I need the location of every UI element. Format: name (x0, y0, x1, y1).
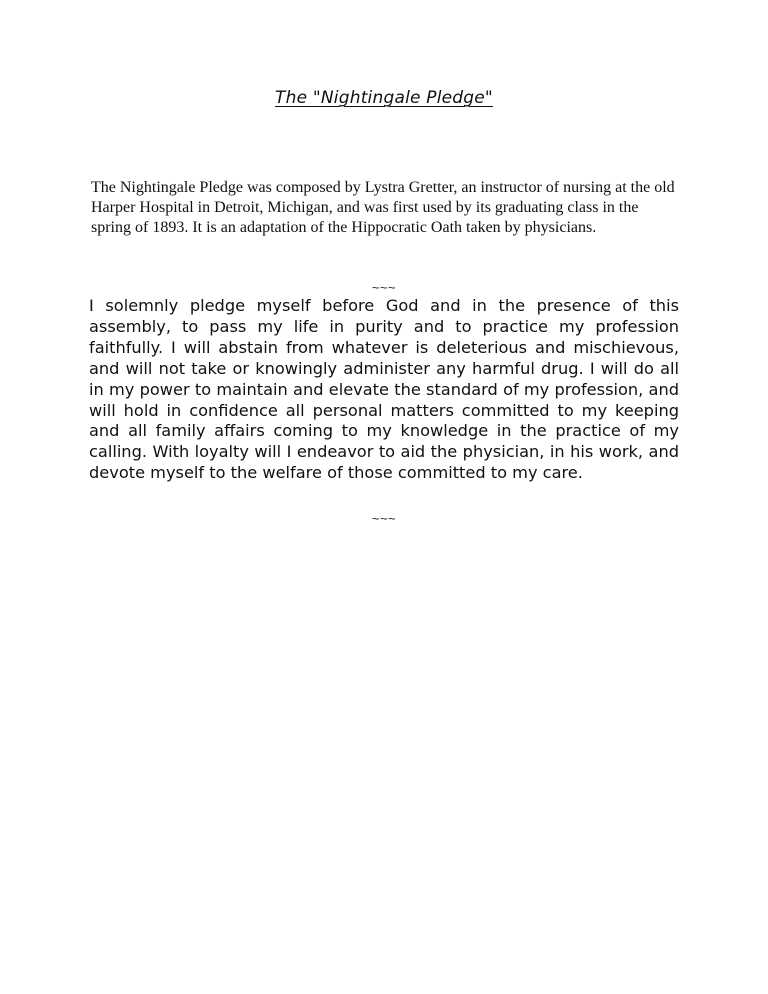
separator-top: ~~~ (371, 280, 397, 295)
intro-paragraph: The Nightingale Pledge was composed by Lystra Gretter, an instructor of nursing at the old Harper Hospital in Detroit, Michigan, and was first used by its graduating class in the spring of 1893. It is an adaptation of the Hippocratic Oath taken by physicians. (91, 179, 675, 236)
document-title (0, 88, 768, 108)
pledge-paragraph: I solemnly pledge myself before God and in the presence of this assembly, to pass my life in purity and to practice my profession faithfully. I will abstain from whatever is deleterious and mischievous, and will not take or knowingly administer any harmful drug. I will do all in my power to maintain and elevate the standard of my profession, and will hold in confidence all personal matters committed to my keeping and all family affairs coming to my knowledge in the practice of my calling. With loyalty will I endeavor to aid the physician, in his work, and devote myself to the welfare of those committed to my care. (89, 296, 679, 483)
document-title-text: The "Nightingale Pledge" (275, 88, 493, 108)
separator-bottom: ~~~ (371, 511, 397, 526)
